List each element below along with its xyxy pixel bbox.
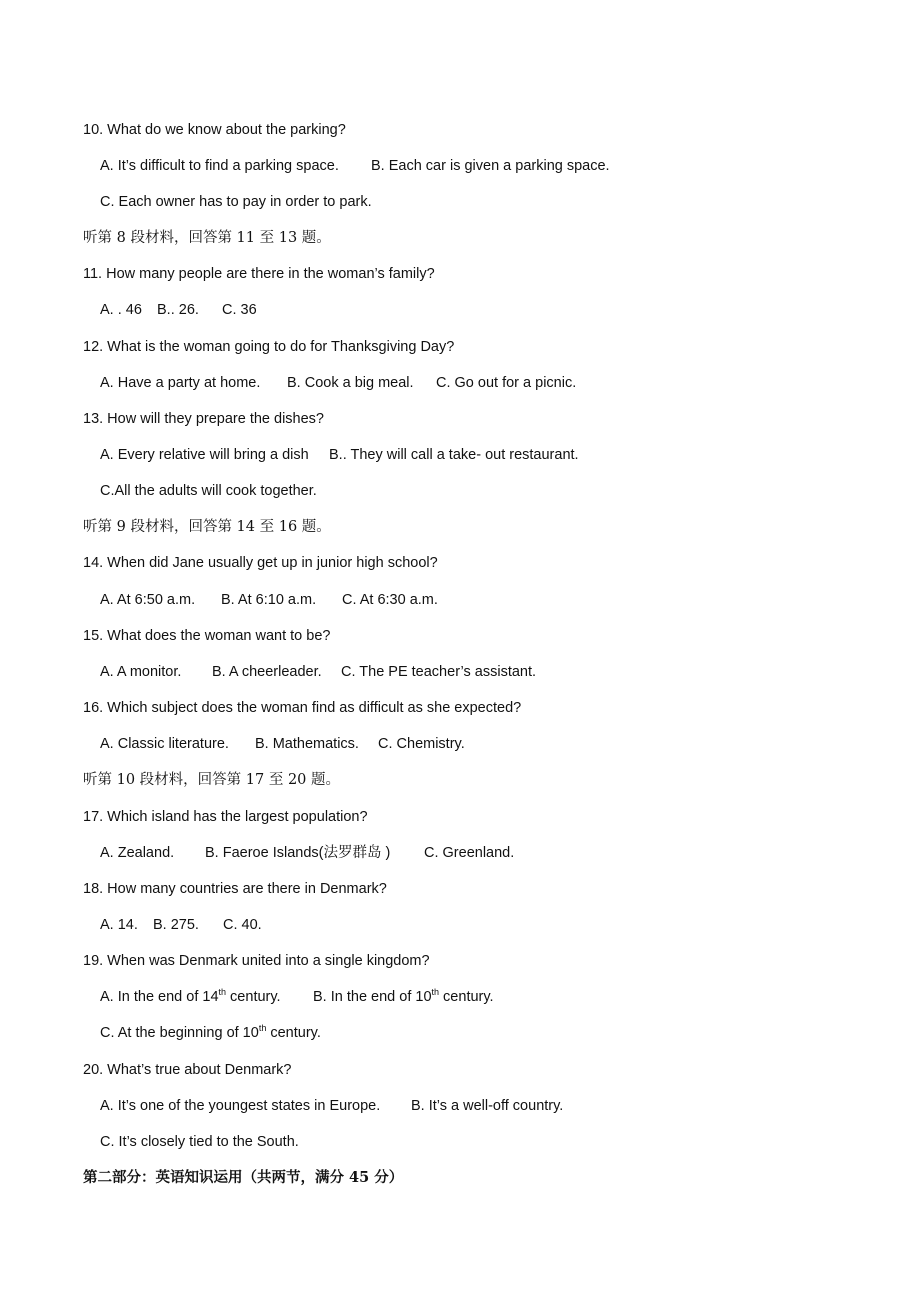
- option-b: B. A cheerleader.: [212, 664, 322, 680]
- option-c: C. The PE teacher’s assistant.: [341, 664, 537, 680]
- option-b: B. It’s a well-off country.: [411, 1098, 564, 1114]
- option-a: A. A monitor.: [100, 664, 182, 680]
- option-c-end: century.: [266, 1025, 321, 1041]
- option-a: A. . 46: [100, 302, 142, 318]
- question-19: 19. When was Denmark united into a single kingdom?: [83, 953, 430, 969]
- option-c: C.All the adults will cook together.: [100, 483, 317, 499]
- option-b: [205, 844, 390, 862]
- ordinal-suffix: th: [218, 987, 227, 997]
- option-c: [100, 1024, 321, 1042]
- option-b-chinese: 法罗群岛: [323, 845, 382, 861]
- question-14: 14. When did Jane usually get up in junior high school?: [83, 555, 438, 571]
- option-c: C. Go out for a picnic.: [436, 375, 577, 391]
- option-a: [100, 988, 281, 1006]
- option-b: B.. 26.: [157, 302, 199, 318]
- option-b-end: century.: [439, 989, 494, 1005]
- option-c: C. Greenland.: [424, 845, 515, 861]
- question-16: 16. Which subject does the woman find as difficult as she expected?: [83, 700, 522, 716]
- section-heading-9: 听第 9 段材料，回答第 14 至 16 题。: [83, 519, 331, 535]
- option-b: B.. They will call a take- out restaurant.: [329, 447, 579, 463]
- option-c: C. It’s closely tied to the South.: [100, 1134, 299, 1150]
- ordinal-suffix: th: [258, 1023, 267, 1033]
- option-c: C. At 6:30 a.m.: [342, 592, 438, 608]
- section-heading-10: 听第 10 段材料，回答第 17 至 20 题。: [83, 772, 341, 788]
- question-13: 13. How will they prepare the dishes?: [83, 411, 324, 427]
- question-20: 20. What’s true about Denmark?: [83, 1062, 292, 1078]
- option-b-end: ): [381, 845, 391, 861]
- option-c: C. 36: [222, 302, 257, 318]
- option-a: A. Zealand.: [100, 845, 175, 861]
- option-b: B. 275.: [153, 917, 199, 933]
- option-b: B. At 6:10 a.m.: [221, 592, 317, 608]
- question-11: 11. How many people are there in the woman’s family?: [83, 266, 435, 282]
- option-b-text: B. In the end of 10: [313, 989, 432, 1005]
- option-b-text: B. Faeroe Islands(: [205, 845, 324, 861]
- section-heading-8: 听第 8 段材料，回答第 11 至 13 题。: [83, 230, 331, 246]
- question-12: 12. What is the woman going to do for Thanksgiving Day?: [83, 339, 455, 355]
- option-a: A. Every relative will bring a dish: [100, 447, 309, 463]
- option-a: A. Have a party at home.: [100, 375, 261, 391]
- option-a: A. At 6:50 a.m.: [100, 592, 196, 608]
- option-b: B. Each car is given a parking space.: [371, 158, 610, 174]
- option-a-text: A. In the end of 14: [100, 989, 219, 1005]
- question-18: 18. How many countries are there in Denmark?: [83, 881, 387, 897]
- ordinal-suffix: th: [431, 987, 440, 997]
- option-c: C. Each owner has to pay in order to park.: [100, 194, 372, 210]
- option-c: C. 40.: [223, 917, 262, 933]
- question-17: 17. Which island has the largest population?: [83, 809, 368, 825]
- part-two-heading: 第二部分：英语知识运用（共两节，满分 45 分）: [83, 1169, 404, 1186]
- option-a: A. 14.: [100, 917, 138, 933]
- option-c-text: C. At the beginning of 10: [100, 1025, 259, 1041]
- option-a-end: century.: [226, 989, 281, 1005]
- option-b: [313, 988, 494, 1006]
- question-10: 10. What do we know about the parking?: [83, 122, 346, 138]
- option-b: B. Mathematics.: [255, 736, 359, 752]
- option-a: A. Classic literature.: [100, 736, 229, 752]
- option-b: B. Cook a big meal.: [287, 375, 414, 391]
- option-a: A. It’s difficult to find a parking space.: [100, 158, 339, 174]
- question-15: 15. What does the woman want to be?: [83, 628, 331, 644]
- option-a: A. It’s one of the youngest states in Europe.: [100, 1098, 381, 1114]
- option-c: C. Chemistry.: [378, 736, 465, 752]
